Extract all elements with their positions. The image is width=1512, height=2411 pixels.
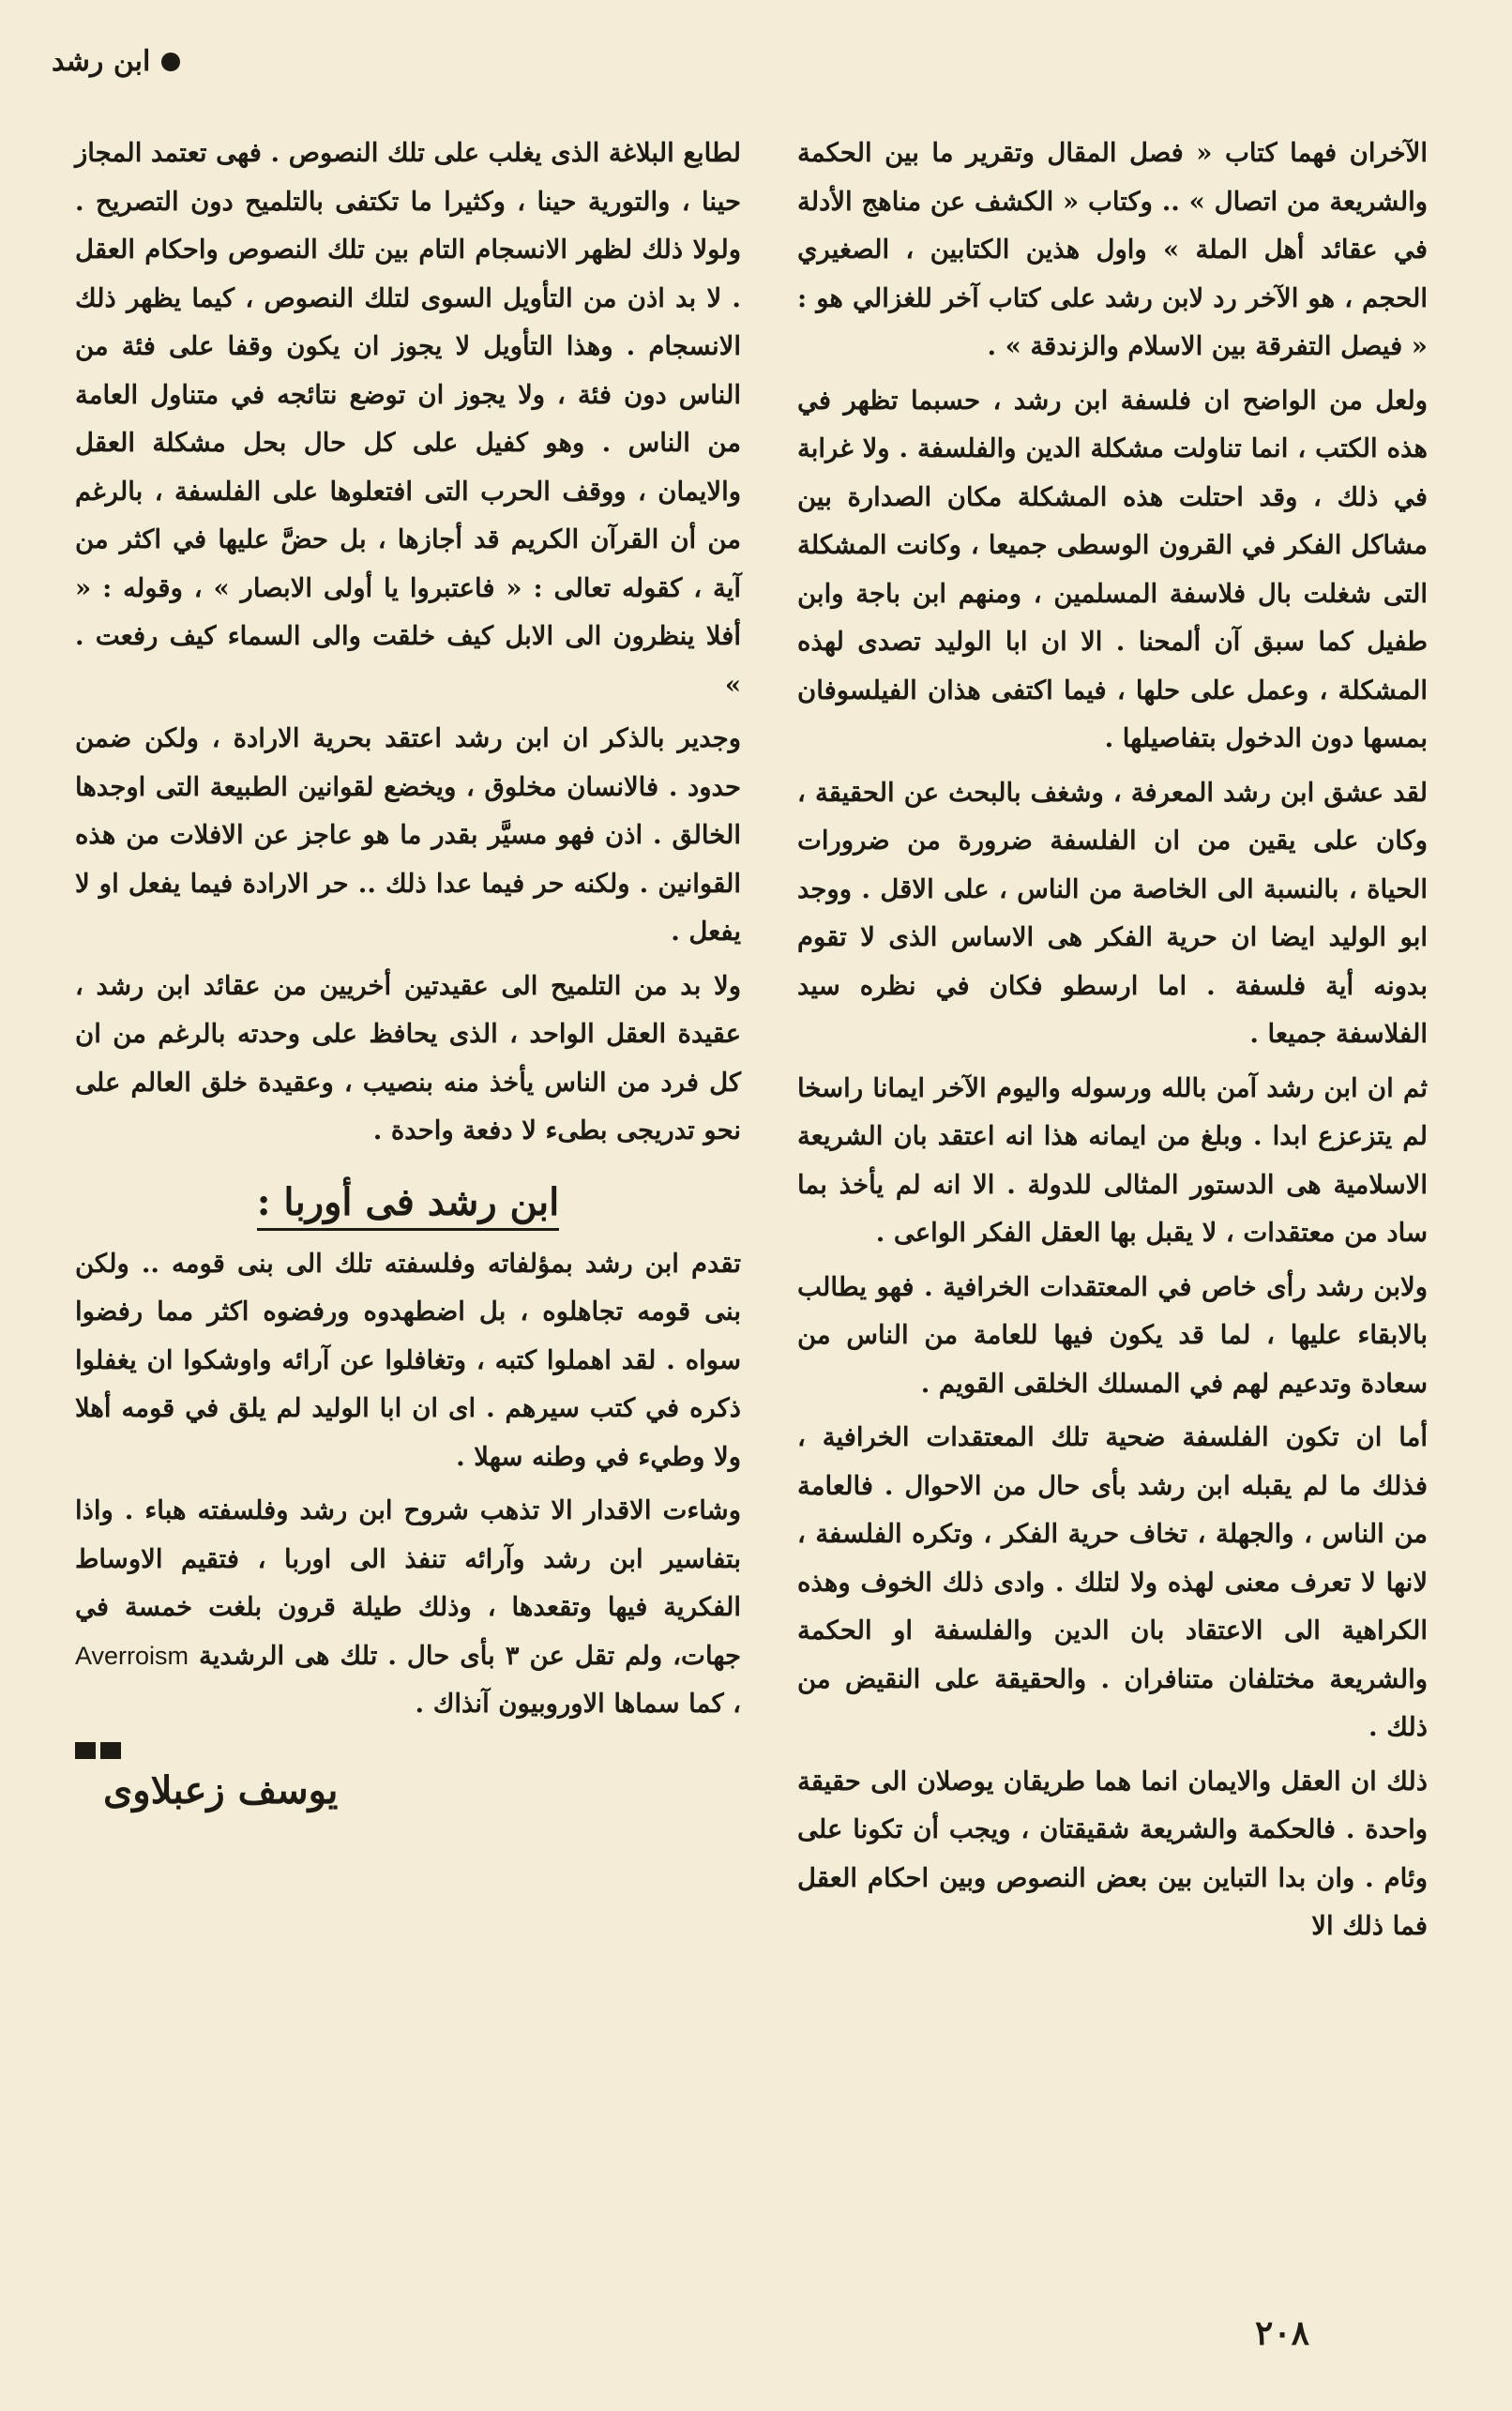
paragraph: ولابن رشد رأى خاص في المعتقدات الخرافية . فهو يطالب بالابقاء عليها ، لما قد يكون فيها للعامة من الناس من سعادة وتدعيم لهم في المسلك الخلقى القويم . [797, 1271, 1428, 1399]
author-name: يوسف زعبلاوى [103, 1767, 339, 1812]
end-mark-icon [75, 1742, 741, 1759]
paragraph [75, 1487, 741, 1729]
paragraph: ولا بد من التلميح الى عقيدتين أخريين من عقائد ابن رشد ، عقيدة العقل الواحد ، الذى يحافظ على وحدته بالرغم من ان كل فرد من الناس يأخذ منه بنصيب ، وعقيدة خلق العالم على نحو تدريجى بطىء لا دفعة واحدة . [75, 970, 741, 1145]
paragraph: لطابع البلاغة الذى يغلب على تلك النصوص . فهى تعتمد المجاز حينا ، والتورية حينا ، وكثيرا ما تكتفى بالتلميح دون التصريح . ولولا ذلك لظهر الانسجام التام بين تلك النصوص واحكام العقل . لا بد اذن من التأويل السوى لتلك النصوص ، كيما يظهر ذلك الانسجام . وهذا التأويل لا يجوز ان يكون وقفا على فئة من الناس دون فئة ، ولا يجوز ان توضع نتائجه في متناول العامة من الناس . وهو كفيل على كل حال بحل مشكلة العقل والايمان ، ووقف الحرب التى افتعلوها على الفلسفة ، بالرغم من أن القرآن الكريم قد أجازها ، بل حضَّ عليها في اكثر من آية ، كقوله تعالى : « فاعتبروا يا أولى الابصار » ، وقوله : « أفلا ينظرون الى الابل كيف خلقت والى السماء كيف رفعت . » [75, 138, 741, 700]
paragraph: أما ان تكون الفلسفة ضحية تلك المعتقدات الخرافية ، فذلك ما لم يقبله ابن رشد بأى حال من الاحوال . فالعامة من الناس ، والجهلة ، تخاف حرية الفكر ، وتكره الفلسفة ، لانها لا تعرف معنى لهذه ولا لتلك . وادى ذلك الخوف وهذه الكراهية الى الاعتقاد بان الدين والفلسفة او الحكمة والشريعة مختلفان متنافران . والحقيقة على النقيض من ذلك . [797, 1422, 1428, 1742]
paragraph: ولعل من الواضح ان فلسفة ابن رشد ، حسبما تظهر في هذه الكتب ، انما تناولت مشكلة الدين والفلسفة . ولا غرابة في ذلك ، وقد احتلت هذه المشكلة مكان الصدارة بين مشاكل الفكر في القرون الوسطى جميعا ، وكانت المشكلة التى شغلت بال فلاسفة المسلمين ، ومنهم ابن باجة وابن طفيل كما سبق آن ألمحنا . الا ان ابا الوليد تصدى لهذه المشكلة ، وعمل على حلها ، فيما اكتفى هذان الفيلسوفان بمسها دون الدخول بتفاصيلها . [797, 385, 1428, 753]
closing-text: ، كما سماها الاوروبيون آنذاك . [415, 1689, 741, 1719]
right-column [797, 129, 1428, 1957]
paragraph-text: وشاءت الاقدار الا تذهب شروح ابن رشد وفلسفته هباء . واذا بتفاسير ابن رشد وآرائه تنفذ الى اوربا ، فتقيم الاوساط الفكرية فيها وتقعدها ، وذلك طيلة قرون بلغت خمسة في جهات، ولم تقل عن ٣ بأى حال . تلك هى الرشدية [75, 1495, 742, 1671]
paragraph: تقدم ابن رشد بمؤلفاته وفلسفته تلك الى بنى قومه .. ولكن بنى قومه تجاهلوه ، بل اضطهدوه ورفضوه اكثر مما رفضوا سواه . لقد اهملوا كتبه ، وتغافلوا عن آرائه واوشكوا ان يغفلوا ذكره في كتب سيرهم . اى ان ابا الوليد لم يلق في قومه أهلا ولا وطيء في وطنه سهلا . [75, 1248, 741, 1472]
section-heading-text: ابن رشد فى أوربا : [257, 1180, 560, 1231]
section-heading [75, 1176, 741, 1229]
paragraph: لقد عشق ابن رشد المعرفة ، وشغف بالبحث عن الحقيقة ، وكان على يقين من ان الفلسفة ضرورة من ضرورات الحياة ، بالنسبة الى الخاصة من الناس ، على الاقل . ووجد ابو الوليد ايضا ان حرية الفكر هى الاساس الذى لا تقوم بدونه أية فلسفة . اما ارسطو فكان في نظره سيد الفلاسفة جميعا . [797, 777, 1428, 1049]
paragraph: وجدير بالذكر ان ابن رشد اعتقد بحرية الارادة ، ولكن ضمن حدود . فالانسان مخلوق ، ويخضع لقوانين الطبيعة التى اوجدها الخالق . اذن فهو مسيَّر بقدر ما هو عاجز عن الافلات من هذه القوانين . ولكنه حر فيما عدا ذلك .. حر الارادة فيما يفعل او لا يفعل . [75, 723, 741, 947]
running-head [52, 45, 180, 78]
paragraph: الآخران فهما كتاب « فصل المقال وتقرير ما بين الحكمة والشريعة من اتصال » .. وكتاب « الكشف عن مناهج الأدلة في عقائد أهل الملة » واول هذين الكتابين ، الصغيري الحجم ، هو الآخر رد لابن رشد على كتاب آخر للغزالي هو : « فيصل التفرقة بين الاسلام والزندقة » . [797, 138, 1428, 361]
latin-term: Averroism [75, 1641, 189, 1670]
paragraph: ثم ان ابن رشد آمن بالله ورسوله واليوم الآخر ايمانا راسخا لم يتزعزع ابدا . وبلغ من ايمانه هذا انه اعتقد بان الشريعة الاسلامية هى الدستور المثالى للدولة . الا انه لم يأخذ بما ساد من معتقدات ، لا يقبل بها العقل الفكر الواعى . [797, 1072, 1428, 1248]
page-number: ٢٠٨ [1255, 2313, 1310, 2353]
paragraph: ذلك ان العقل والايمان انما هما طريقان يوصلان الى حقيقة واحدة . فالحكمة والشريعة شقيقتان ، ويجب أن تكونا على وئام . وان بدا التباين بين بعض النصوص وبين احكام العقل فما ذلك الا [797, 1766, 1428, 1941]
running-head-title: ابن رشد [52, 45, 151, 78]
left-column [75, 129, 741, 1814]
bullet-icon [161, 53, 180, 71]
